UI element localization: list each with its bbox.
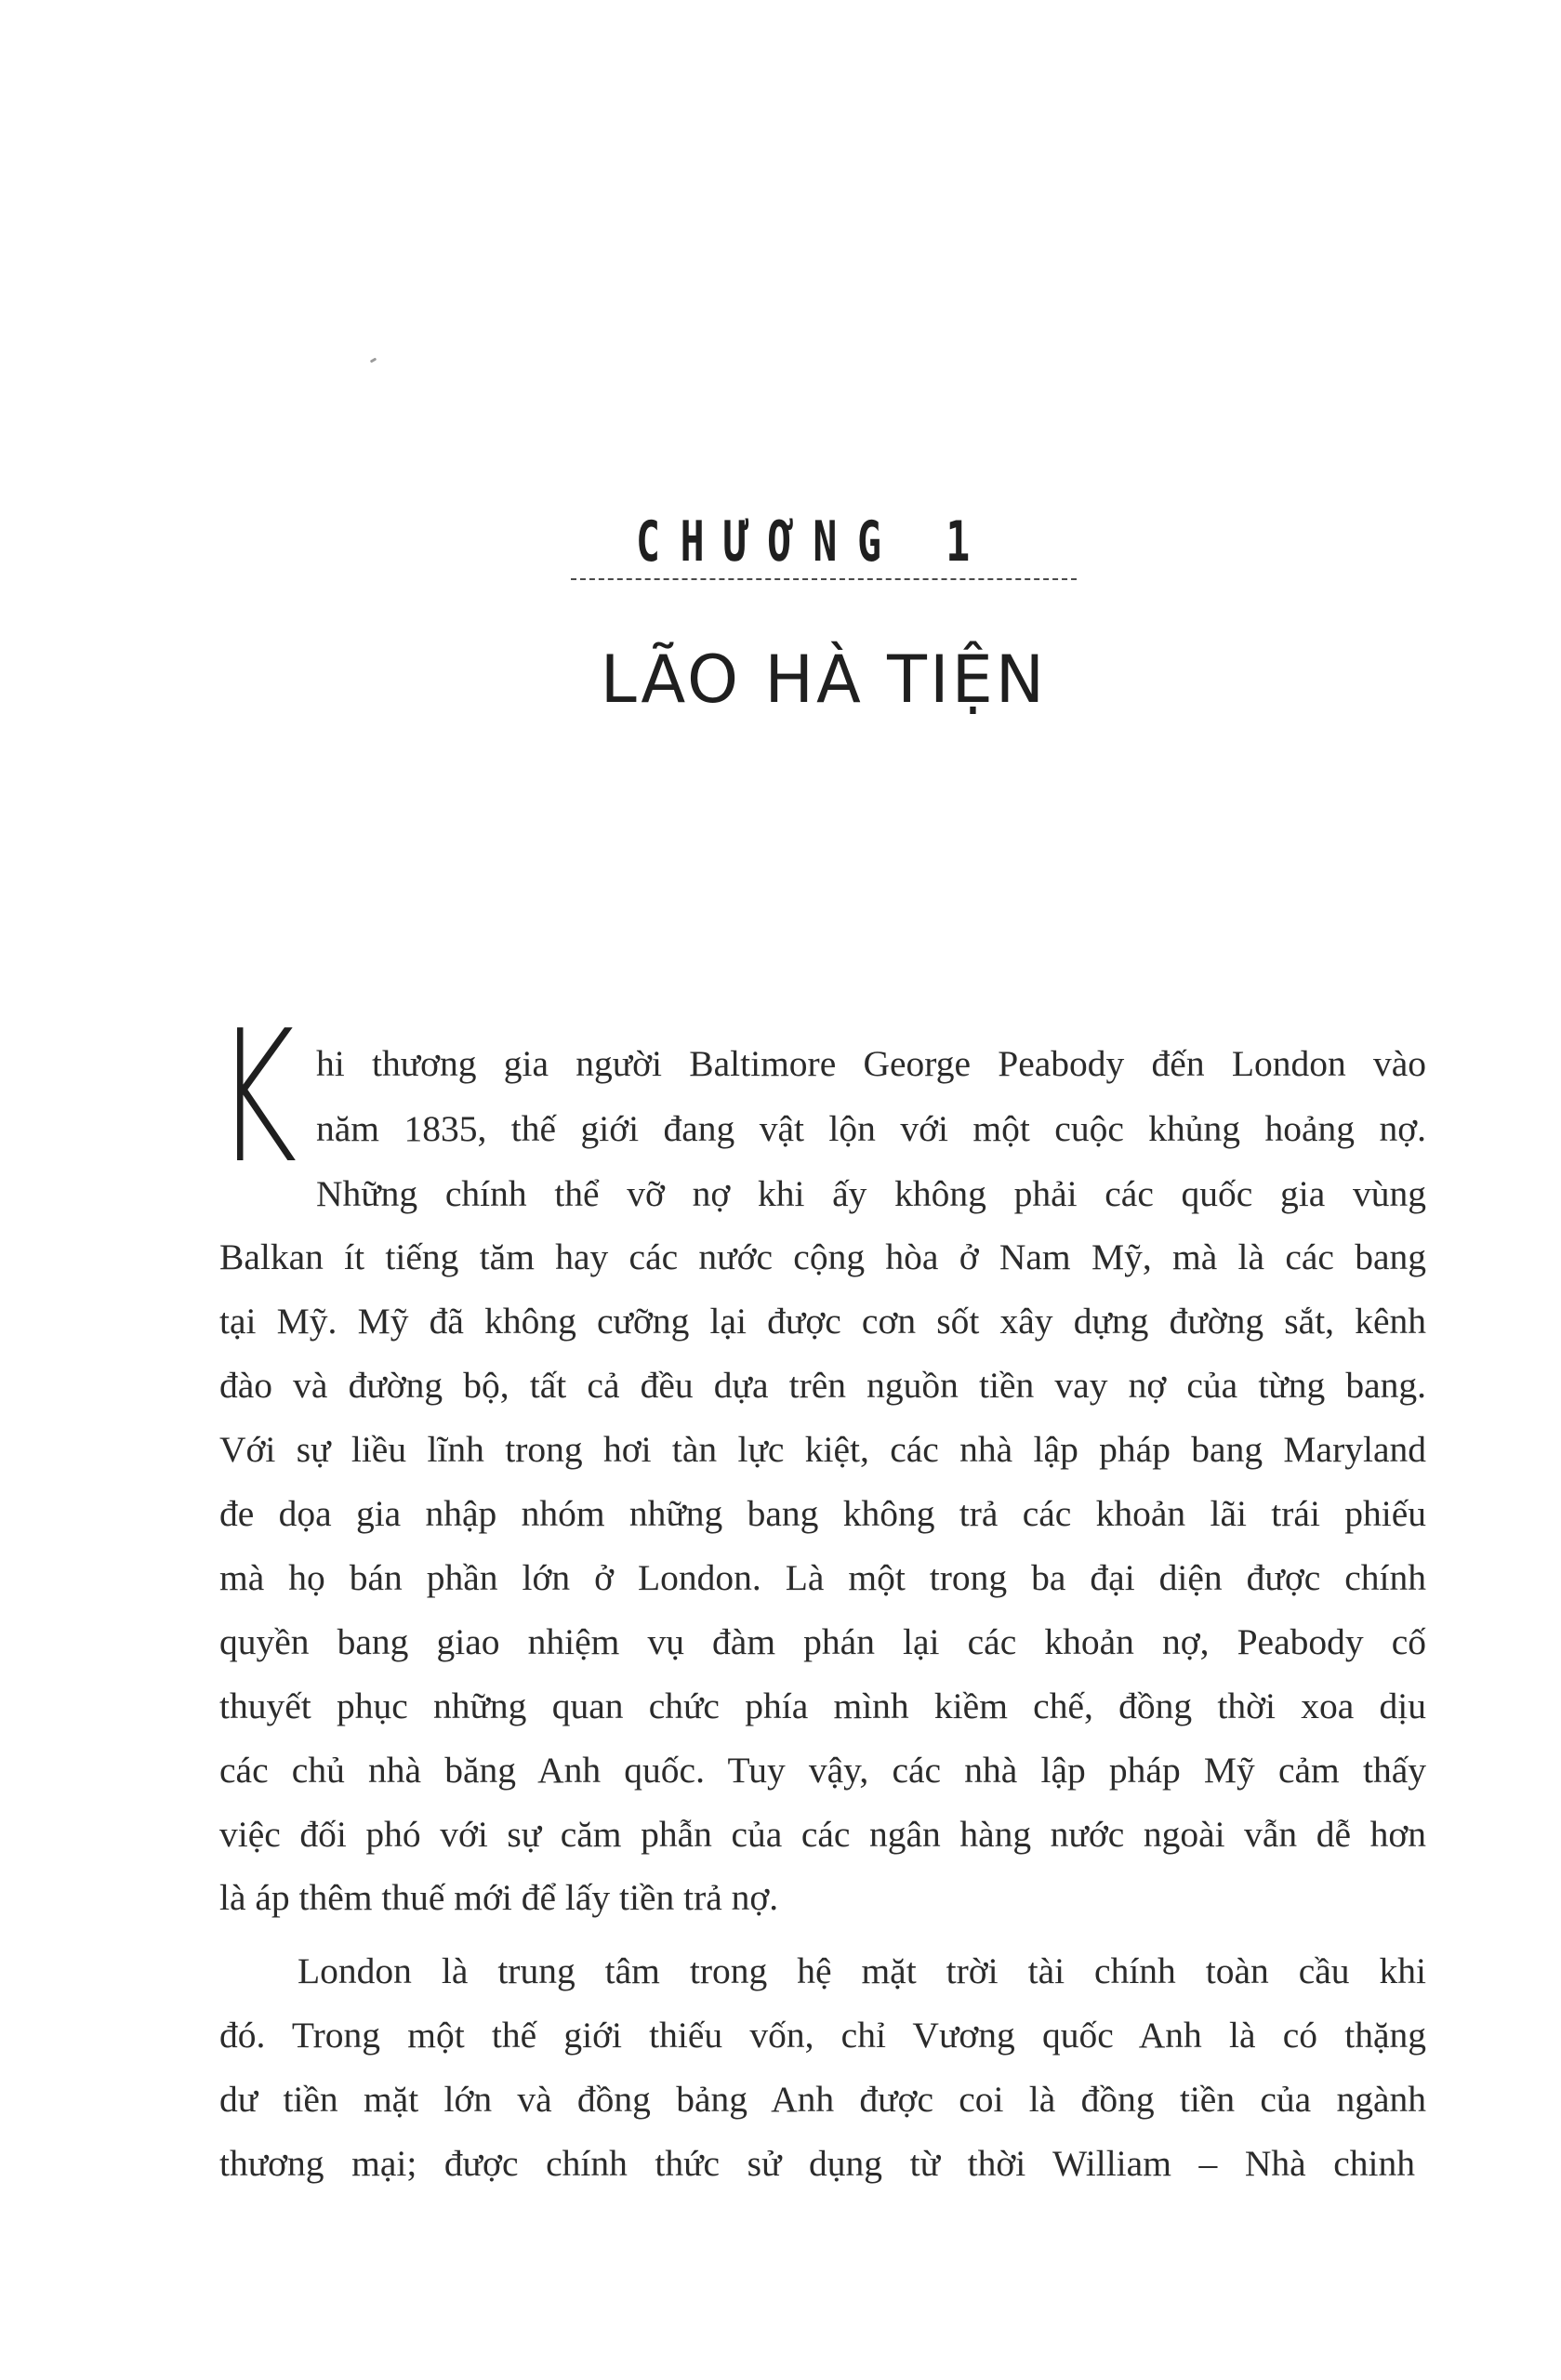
- text-line: năm 1835, thế giới đang vật lộn với một cuộc khủng hoảng nợ.: [316, 1108, 1426, 1149]
- text-line: quyền bang giao nhiệm vụ đàm phán lại các khoản nợ, Peabody cố: [219, 1621, 1426, 1662]
- text-line: Với sự liều lĩnh trong hơi tàn lực kiệt, các nhà lập pháp bang Maryland: [219, 1429, 1426, 1470]
- text-line: dư tiền mặt lớn và đồng bảng Anh được coi là đồng tiền của ngành: [219, 2079, 1426, 2120]
- text-line: Những chính thể vỡ nợ khi ấy không phải các quốc gia vùng: [316, 1173, 1426, 1214]
- chapter-label: CHƯƠNG 1: [636, 509, 990, 575]
- text-line: Balkan ít tiếng tăm hay các nước cộng hòa ở Nam Mỹ, mà là các bang: [219, 1236, 1426, 1277]
- text-line: thuyết phục những quan chức phía mình kiềm chế, đồng thời xoa dịu: [219, 1686, 1426, 1726]
- text-line: mà họ bán phần lớn ở London. Là một trong ba đại diện được chính: [219, 1557, 1426, 1598]
- drop-cap: K: [216, 992, 298, 1204]
- chapter-title: LÃO HÀ TIỆN: [600, 641, 1048, 718]
- text-line: thương mại; được chính thức sử dụng từ thời William – Nhà chinh: [219, 2143, 1415, 2184]
- text-line: là áp thêm thuế mới để lấy tiền trả nợ.: [219, 1877, 779, 1918]
- text-line: các chủ nhà băng Anh quốc. Tuy vậy, các nhà lập pháp Mỹ cảm thấy: [219, 1750, 1426, 1791]
- text-line: hi thương gia người Baltimore George Peabody đến London vào: [316, 1043, 1426, 1084]
- text-line: tại Mỹ. Mỹ đã không cưỡng lại được cơn sốt xây dựng đường sắt, kênh: [219, 1301, 1426, 1342]
- scan-speck: [370, 357, 377, 363]
- text-line: London là trung tâm trong hệ mặt trời tài chính toàn cầu khi: [298, 1950, 1426, 1991]
- chapter-divider: [571, 578, 1077, 580]
- text-line: đe dọa gia nhập nhóm những bang không trả các khoản lãi trái phiếu: [219, 1493, 1426, 1534]
- text-line: đào và đường bộ, tất cả đều dựa trên nguồn tiền vay nợ của từng bang.: [219, 1365, 1426, 1406]
- text-line: việc đối phó với sự căm phẫn của các ngân hàng nước ngoài vẫn dễ hơn: [219, 1814, 1426, 1855]
- text-line: đó. Trong một thế giới thiếu vốn, chỉ Vương quốc Anh là có thặng: [219, 2015, 1426, 2056]
